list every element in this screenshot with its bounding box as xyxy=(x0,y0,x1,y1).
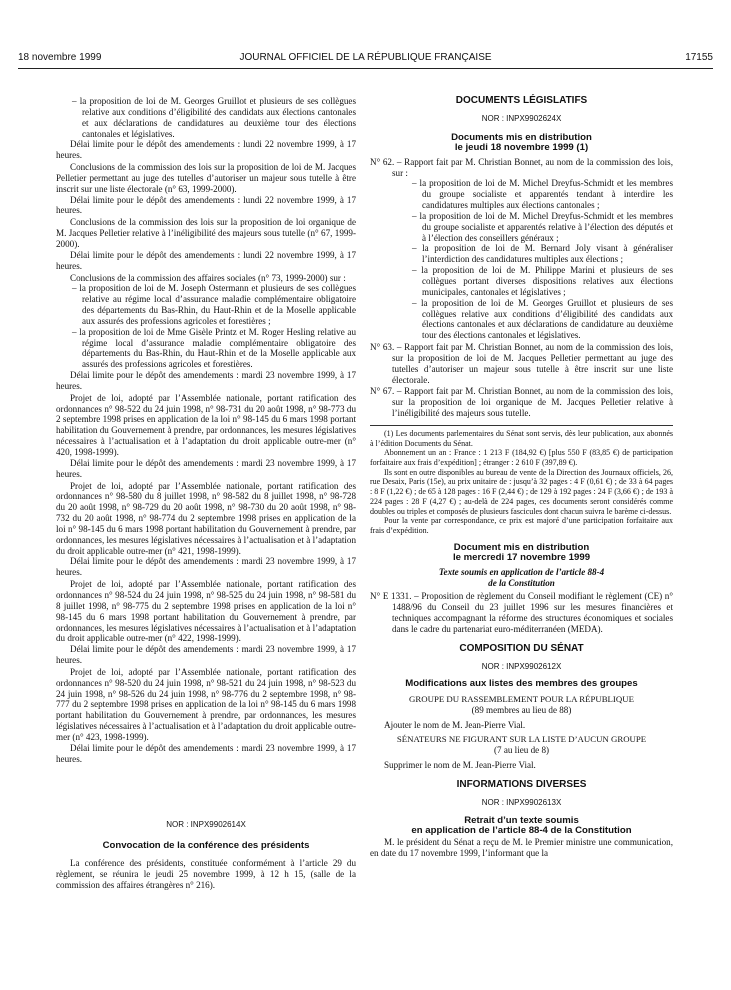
footnote: Pour la vente par correspondance, ce prix est majoré d’une participation forfaitaire aux frais d’expédition. xyxy=(370,516,673,535)
paragraph: Projet de loi, adopté par l’Assemblée nationale, portant ratification des ordonnances n° 98-580 du 8 juillet 1998, n° 98-582 du 8 juillet 1998, n° 98-728 du 20 août 1998, n° 98-729 du 20 août 1998, n° 98-730 du 20 août 1998, n° 98-732 du 20 août 1998, n° 98-774 du 2 septembre 1998 prises en application de la loi n° 98-145 du 6 mars 1998 portant habilitation du Gouvernement à prendre, par ordonnances, les mesures législatives nécessaires à l’actualisation et à l’adaptation du droit applicable outre-mer (n° 421, 1998-1999). xyxy=(56,480,356,556)
paragraph: – la proposition de loi de M. Joseph Ostermann et plusieurs de ses collègues relative au régime local d’assurance maladie complémentaire obligatoire des départements du Bas-Rhin, du Haut-Rhin et de la Moselle applicable aux assurés des professions agricoles et forestières ; xyxy=(72,283,356,326)
paragraph: Projet de loi, adopté par l’Assemblée nationale, portant ratification des ordonnances n° 98-520 du 24 juin 1998, n° 98-521 du 24 juin 1998, n° 98-523 du 24 juin 1998, n° 98-526 du 24 juin 1998, n° 98-776 du 2 septembre 1998, n° 98-777 du 2 septembre 1998 prises en application de la loi n° 98-145 du 6 mars 1998 portant habilitation du Gouvernement à prendre, par ordonnances, les mesures législatives nécessaires à l’actualisation et à l’adaptation du droit applicable outre-mer (n° 423, 1998-1999). xyxy=(56,666,356,742)
page-header xyxy=(18,52,713,66)
report-item: – la proposition de loi de M. Michel Dreyfus-Schmidt et les membres du groupe socialiste et apparentés tendant à interdire les candidatures multiples aux élections cantonales ; xyxy=(412,178,673,211)
italic-heading: de la Constitution xyxy=(488,577,555,588)
section-title: COMPOSITION DU SÉNAT xyxy=(459,642,584,654)
right-column xyxy=(370,96,673,858)
deadline: Délai limite pour le dépôt des amendements : lundi 22 novembre 1999, à 17 heures. xyxy=(56,194,356,216)
paragraph: Conclusions de la commission des lois sur la proposition de loi de M. Jacques Pelletier permettant au juge des tutelles d’autoriser un majeur sous tutelle à être inscrit sur une liste électorale (n° 63, 1999-2000). xyxy=(56,162,356,194)
paragraph: Conclusions de la commission des affaires sociales (n° 73, 1999-2000) sur : xyxy=(70,272,346,283)
section-heading: Convocation de la conférence des présidents xyxy=(102,840,310,852)
paragraph: Supprimer le nom de M. Jean-Pierre Vial. xyxy=(384,760,536,771)
deadline: Délai limite pour le dépôt des amendements : lundi 22 novembre 1999, à 17 heures. xyxy=(56,249,356,271)
group-count: (89 membres au lieu de 88) xyxy=(471,704,572,715)
nor-reference: NOR : INPX9902624X xyxy=(481,113,562,123)
report-entry: N° 63. – Rapport fait par M. Christian Bonnet, au nom de la commission des lois, sur la proposition de loi de M. Jacques Pelletier permettant au juge des tutelles d’autoriser un majeur sous tutelle à être inscrit sur une liste électorale. xyxy=(370,342,673,385)
group-name: GROUPE DU RASSEMBLEMENT POUR LA RÉPUBLIQUE xyxy=(409,693,634,704)
subheading: Modifications aux listes des membres des groupes xyxy=(405,678,638,690)
paragraph: Projet de loi, adopté par l’Assemblée nationale, portant ratification des ordonnances n° 98-524 du 24 juin 1998, n° 98-525 du 24 juin 1998, n° 98-581 du 8 juillet 1998, n° 98-775 du 2 septembre 1998 prises en application de la loi n° 98-145 du 6 mars 1998 portant habilitation du Gouvernement à prendre, par ordonnances, les mesures législatives nécessaires à l’actualisation et à l’adaptation du droit applicable outre-mer (n° 422, 1998-1999). xyxy=(56,579,356,644)
report-item: – la proposition de loi de M. Michel Dreyfus-Schmidt et les membres du groupe socialiste et apparentés relative à l’élection des députés et à l’élection des conseillers généraux ; xyxy=(412,210,673,243)
group-name: SÉNATEURS NE FIGURANT SUR LA LISTE D’AUCUN GROUPE xyxy=(396,734,647,745)
footnote: (1) Les documents parlementaires du Sénat sont servis, dès leur publication, aux abonnés à l’édition Documents du Sénat. xyxy=(370,428,673,448)
issue-date: 18 novembre 1999 xyxy=(18,52,102,63)
deadline: Délai limite pour le dépôt des amendements : lundi 22 novembre 1999, à 17 heures. xyxy=(56,139,356,161)
italic-heading: Texte soumis en application de l’article 88-4 xyxy=(438,566,605,577)
report-entry: N° 62. – Rapport fait par M. Christian Bonnet, au nom de la commission des lois, sur : xyxy=(370,156,673,178)
subheading: le mercredi 17 novembre 1999 xyxy=(452,552,591,564)
subheading: le jeudi 18 novembre 1999 (1) xyxy=(454,142,589,154)
paragraph: Conclusions de la commission des lois sur la proposition de loi organique de M. Jacques Pelletier relative à l’inéligibilité des majeurs sous tutelle (n° 67, 1999-2000). xyxy=(56,217,356,249)
left-column xyxy=(56,96,356,890)
document-entry: N° E 1331. – Proposition de règlement du Conseil modifiant le règlement (CE) n° 1488/96 du Conseil du 23 juillet 1996 sur les mesures financières et techniques accompagnant la réforme des structures économiques et sociales dans le cadre du partenariat euro-méditerranéen (MEDA). xyxy=(370,591,673,634)
report-item: – la proposition de loi de M. Georges Gruillot et plusieurs de ses collègues relative aux conditions d’éligibilité des candidats aux élections cantonales et aux déclarations de candidature au deuxième tour des élections cantonales et législatives. xyxy=(412,297,673,341)
subheading: Document mis en distribution xyxy=(453,541,590,553)
report-item: – la proposition de loi de M. Bernard Joly visant à généraliser l’interdiction des candidatures multiples aux élections ; xyxy=(412,243,673,265)
nor-reference: NOR : INPX9902613X xyxy=(481,797,562,807)
deadline: Délai limite pour le dépôt des amendements : mardi 23 novembre 1999, à 17 heures. xyxy=(56,644,356,666)
paragraph: – la proposition de loi de M. Georges Gruillot et plusieurs de ses collègues relative aux conditions d’éligibilité des candidats aux élections cantonales et aux déclarations de candidatures au deuxième tour des élections cantonales et législatives. xyxy=(72,96,356,139)
deadline: Délai limite pour le dépôt des amendements : mardi 23 novembre 1999, à 17 heures. xyxy=(56,556,356,578)
section-title: INFORMATIONS DIVERSES xyxy=(456,778,587,790)
paragraph: Ajouter le nom de M. Jean-Pierre Vial. xyxy=(384,719,526,730)
report-entry: N° 67. – Rapport fait par M. Christian Bonnet, au nom de la commission des lois, sur la proposition de loi organique de M. Jacques Pelletier relative à l’inéligibilité des majeurs sous tutelle. xyxy=(370,386,673,419)
deadline: Délai limite pour le dépôt des amendements : mardi 23 novembre 1999, à 17 heures. xyxy=(56,742,356,764)
deadline: Délai limite pour le dépôt des amendements : mardi 23 novembre 1999, à 17 heures. xyxy=(56,370,356,391)
section-title: DOCUMENTS LÉGISLATIFS xyxy=(455,95,588,106)
footnote: Abonnement un an : France : 1 213 F (184,92 €) [plus 550 F (83,85 €) de participation forfaitaire aux frais d’expédition] ; étranger : 2 610 F (397,89 €). xyxy=(370,448,673,468)
group-count: (7 au lieu de 8) xyxy=(493,745,550,756)
paragraph: – la proposition de loi de Mme Gisèle Printz et M. Roger Hesling relative au régime local d’assurance maladie complémentaire obligatoire des départements du Bas-Rhin, du Haut-Rhin et de la Moselle applicable aux assurés des professions agricoles et forestières. xyxy=(72,326,356,370)
nor-reference: NOR : INPX9902612X xyxy=(481,661,562,671)
nor-reference: NOR : INPX9902614X xyxy=(166,820,246,830)
report-item: – la proposition de loi de M. Philippe Marini et plusieurs de ses collègues portant diverses dispositions relatives aux élections municipales, cantonales et législatives ; xyxy=(412,265,673,297)
deadline: Délai limite pour le dépôt des amendements : mardi 23 novembre 1999, à 17 heures. xyxy=(56,457,356,479)
paragraph: Projet de loi, adopté par l’Assemblée nationale, portant ratification des ordonnances n° 98-522 du 24 juin 1998, n° 98-731 du 20 août 1998, n° 98-773 du 2 septembre 1998 prises en application de la loi n° 98-145 du 6 mars 1998 portant habilitation du Gouvernement à prendre, par ordonnances, les mesures législatives nécessaires à l’actualisation et à l’adaptation du droit applicable outre-mer (n° 420, 1998-1999). xyxy=(56,392,356,457)
subheading: Retrait d’un texte soumis xyxy=(464,814,579,826)
page-number: 17155 xyxy=(685,52,713,63)
subheading: Documents mis en distribution xyxy=(451,131,592,143)
paragraph: La conférence des présidents, constituée conformément à l’article 29 du règlement, se réunira le jeudi 25 novembre 1999, à 12 h 15, (salle de la commission des affaires étrangères n° 216). xyxy=(56,857,356,890)
header-rule xyxy=(18,68,713,69)
subheading: en application de l’article 88-4 de la Constitution xyxy=(411,825,632,837)
footnote: Ils sont en outre disponibles au bureau de vente de la Direction des Journaux officiels, 26, rue Desaix, Paris (15e), au prix unitaire de : jusqu’à 32 pages : 4 F (0,61 €) ; de 33 à 64 pages : 8 F (1,22 €) ; de 65 à 128 pages : 16 F (2,44 €) ; de 129 à 192 pages : 24 F (3,66 €) ; de 193 à 224 pages : 28 F (4,27 €) ; au-delà de 224 pages, ces documents seront considérés comme doubles ou triples et composés de plusieurs fascicules dont chacun suivra le barème ci-dessus. xyxy=(370,467,673,516)
paragraph: M. le président du Sénat a reçu de M. le Premier ministre une communication, en date du 17 novembre 1999, l’informant que la xyxy=(370,836,673,858)
journal-title: JOURNAL OFFICIEL DE LA RÉPUBLIQUE FRANÇAISE xyxy=(239,52,492,63)
